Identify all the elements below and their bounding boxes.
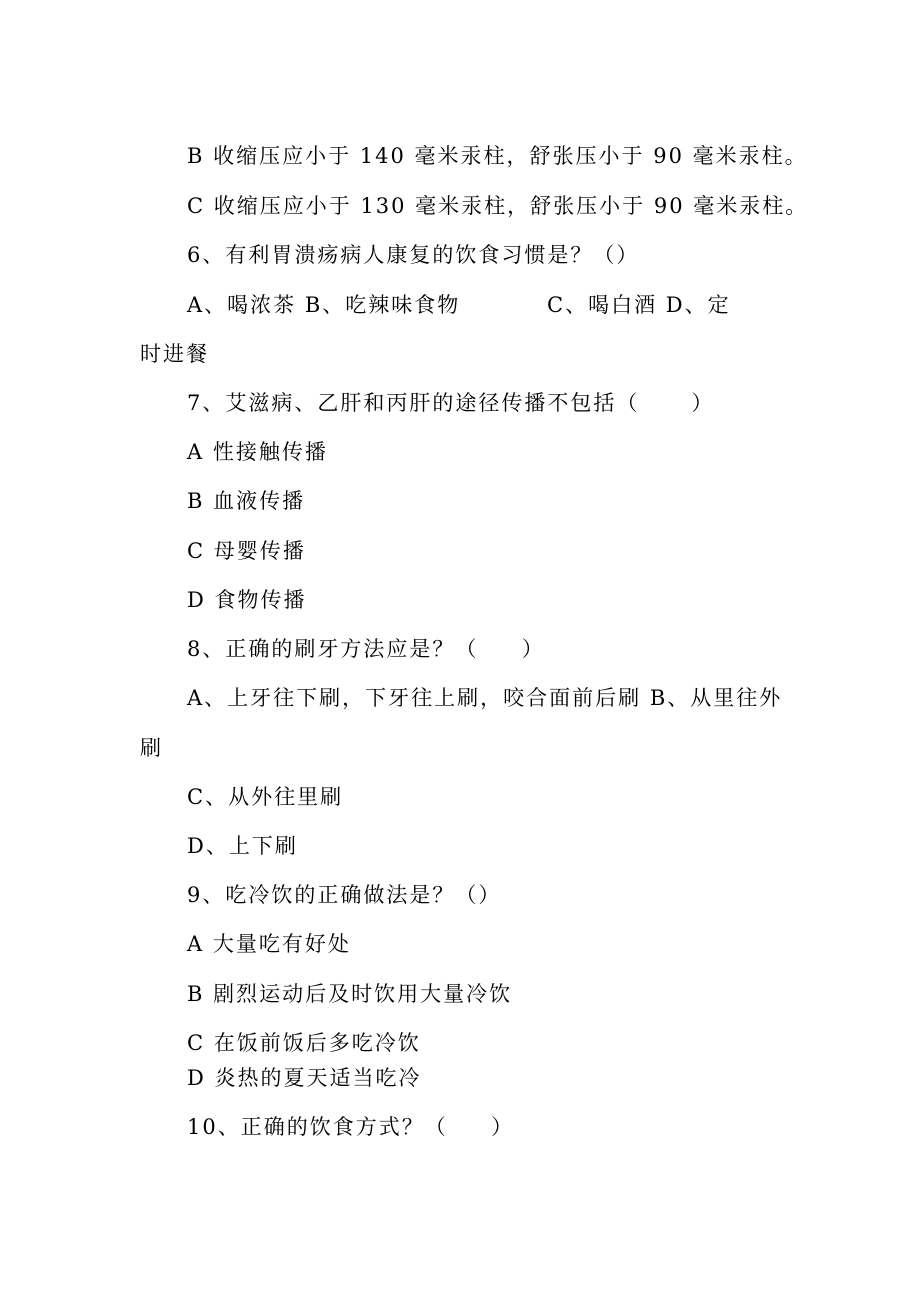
question-8-options: A、上牙往下刷，下牙往上刷，咬合面前后刷 B、从里往外 [187,686,783,710]
option-8c: C、从外往里刷 [187,785,344,809]
question-8: 8、正确的刷牙方法应是？（ ） [187,637,545,661]
question-6: 6、有利胃溃疡病人康复的饮食习惯是？（） [187,243,640,267]
question-10: 10、正确的饮食方式？（ ） [187,1115,515,1139]
question-7: 7、艾滋病、乙肝和丙肝的途径传播不包括（ ） [187,391,715,415]
question-9: 9、吃冷饮的正确做法是？（） [187,883,502,907]
option-8d: D、上下刷 [187,834,298,858]
question-6-options-wrap: 时进餐 [140,342,209,366]
option-5b: B 收缩压应小于 140 毫米汞柱，舒张压小于 90 毫米汞柱。 [187,144,808,168]
option-9a: A 大量吃有好处 [187,932,351,956]
question-6-options: A、喝浓茶 B、吃辣味食物 C、喝白酒 D、定 [187,293,731,317]
option-9b: B 剧烈运动后及时饮用大量冷饮 [187,982,513,1006]
question-8-options-wrap: 刷 [140,736,163,760]
option-7c: C 母婴传播 [187,539,306,563]
option-9d: D 炎热的夏天适当吃冷 [187,1066,422,1090]
option-7b: B 血液传播 [187,489,306,513]
option-9c: C 在饭前饭后多吃冷饮 [187,1031,421,1055]
option-7d: D 食物传播 [187,588,307,612]
option-7a: A 性接触传播 [187,440,328,464]
option-5c: C 收缩压应小于 130 毫米汞柱，舒张压小于 90 毫米汞柱。 [187,194,809,218]
